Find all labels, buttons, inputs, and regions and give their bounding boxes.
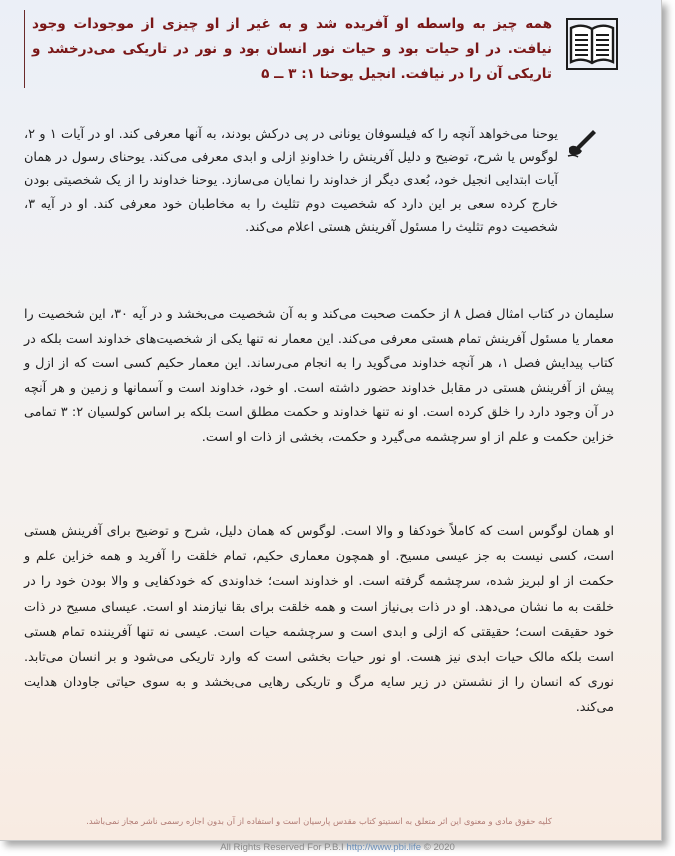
open-book-icon	[566, 18, 618, 70]
quote-text: همه چیز به واسطه او آفریده شد و به غیر از او چیزی از موجودات وجود نیافت. در او حیات بود و حیات نور انسان بود و نور در تاریکی می‌درخشد و تاریکی آن را در نیافت.	[32, 16, 552, 82]
quote-reference: انجیل یوحنا ۱: ۳ ــ ۵	[261, 66, 396, 82]
copyright-notice: کلیه حقوق مادی و معنوی این اثر متعلق به انستیتو کتاب مقدس پارسیان است و استفاده از آن بدون اجازه رسمی ناشر مجاز نمی‌باشد.	[86, 816, 552, 826]
body-paragraph-2: سلیمان در کتاب امثال فصل ۸ از حکمت صحبت می‌کند و به آن شخصیت می‌بخشد و در آیه ۳۰، این شخصیت را معمار یا مسئول آفرینش تمام هستی معرفی می‌کند. این معمار نه تنها یکی از شخصیت‌های خداوند است بلکه در کتاب پیدایش فصل ۱، هر آنچه خداوند می‌گوید را به انجام می‌رساند. این معمار حکیم کسی است که از ازل و پیش از آفرینش هستی در مقابل خداوند حضور داشته است. او خود، خداوند است و آسمانها و زمین و هر آنچه در آن وجود دارد را خلق کرده است. او نه تنها خداوند و حکمت مطلق است بلکه بر اساس کولسیان ۲: ۳ تمامی خزاین حکمت و علم از او سرچشمه می‌گیرد و حکمت، بخشی از ذات او است.	[24, 307, 615, 445]
rights-prefix: All Rights Reserved For P.B.I	[220, 842, 344, 853]
rights-footer	[0, 842, 675, 853]
body-paragraph-3: او همان لوگوس است که کاملاً خودکفا و والا است. لوگوس که همان دلیل، شرح و توضیح برای آفرینش هستی است، کسی نیست به جز عیسی مسیح. او همچون معماری حکیم، تمام خلقت را آفرید و همه خزاین علم و حکمت از او لبریز شده، سرچشمه گرفته است. او خداوند است؛ خداوندی که خودکفایی و والا بودن خود را در خلقت به ما نشان می‌دهد. او در ذات بی‌نیاز است و همه خلقت برای بقا نیازمند او است. عیسای مسیح در ذات خود حقیقت است؛ حقیقتی که ازلی و ابدی است و سرچشمه حیات است. عیسی نه تنها آفریننده تمام هستی است بلکه مالک حیات ابدی نیز هست. او نور حیات بخشی است که وارد تاریکی می‌شود و بر انسان می‌تابد. نوری که انسان را از نشستن در زیر سایه مرگ و تاریکی رهایی می‌بخشد و به سوی حیاتی جاودان هدایت می‌کند.	[24, 524, 614, 716]
scripture-quote	[32, 12, 552, 87]
writing-hand-icon	[566, 128, 596, 158]
website-link[interactable]: http://www.pbi.life	[346, 842, 422, 853]
scripture-quote-block	[24, 10, 620, 88]
rights-suffix: © 2020	[423, 842, 455, 853]
body-paragraph-1: یوحنا می‌خواهد آنچه را که فیلسوفان یونانی در پی درکش بودند، به آنها معرفی کند. او در آیات ۱ و ۲، لوگوس یا شرح، توضیح و دلیل آفرینش را خداوندِ ازلی و ابدی معرفی می‌کند. یوحنای رسول در همان آیات ابتدایی انجیل خود، بُعدی دیگر از خداوند را نمایان می‌سازد. یوحنا خداوند را از یک شخصیتی بودن خارج کرده سعی بر این دارد که شخصیت دوم تثلیث را به مخاطبان خود معرفی کند. او در آیه ۳، شخصیت دوم تثلیث را مسئول آفرینش هستی اعلام می‌کند.	[24, 127, 558, 235]
quote-divider	[24, 10, 25, 88]
